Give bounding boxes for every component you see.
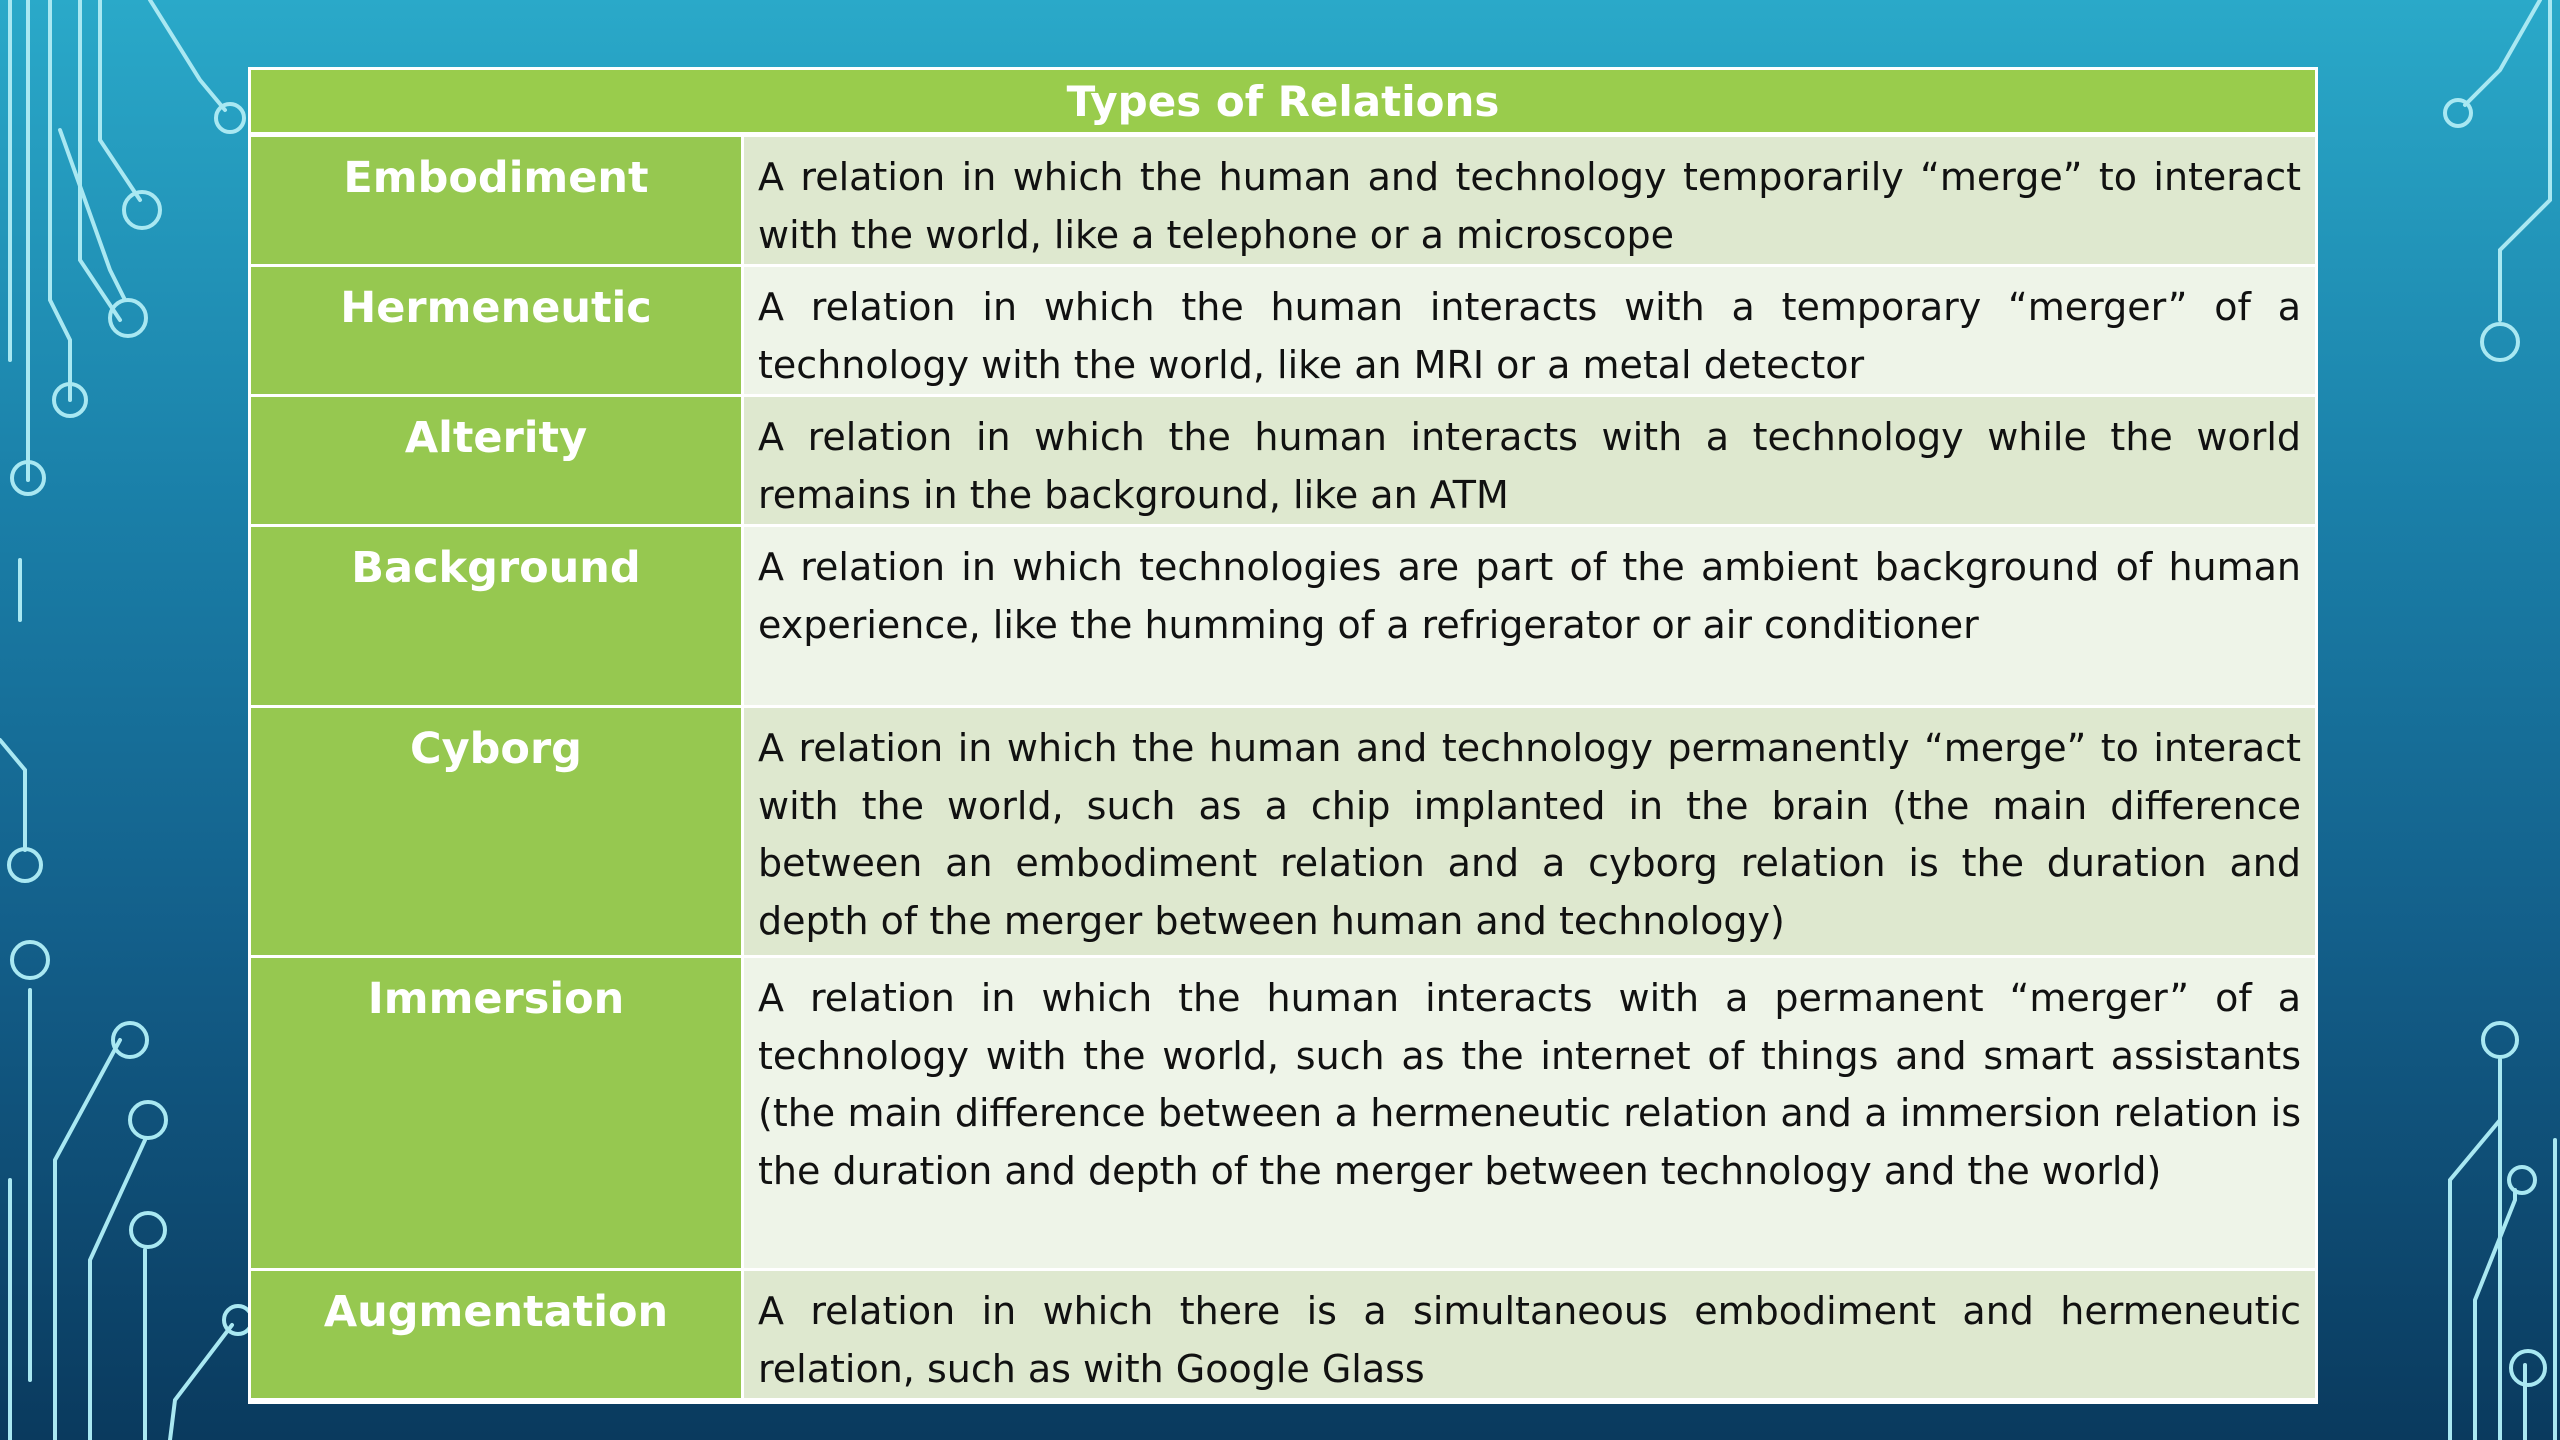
table-row-immersion	[251, 958, 2315, 1271]
table-row-embodiment	[251, 137, 2315, 267]
term-cell: Background	[251, 527, 744, 708]
circuit-decoration-left	[0, 0, 260, 1440]
term-cell: Immersion	[251, 958, 744, 1271]
description-cell: A relation in which the human interacts with a technology while the world remains in the background, like an ATM	[744, 397, 2315, 527]
description-cell: A relation in which technologies are part of the ambient background of human experience, like the humming of a refrigerator or air conditioner	[744, 527, 2315, 708]
relations-table	[248, 67, 2318, 1404]
term-cell: Cyborg	[251, 708, 744, 958]
description-cell: A relation in which the human and technology temporarily “merge” to interact with the world, like a telephone or a microscope	[744, 137, 2315, 267]
table-row-augmentation	[251, 1271, 2315, 1401]
table-row-hermeneutic	[251, 267, 2315, 397]
term-cell: Hermeneutic	[251, 267, 744, 397]
term-cell: Alterity	[251, 397, 744, 527]
table-row-alterity	[251, 397, 2315, 527]
description-cell: A relation in which the human and technology permanently “merge” to interact with the world, such as a chip implanted in the brain (the main difference between an embodiment relation and a cyborg relation is the duration and depth of the merger between human and technology)	[744, 708, 2315, 958]
description-cell: A relation in which the human interacts with a permanent “merger” of a technology with the world, such as the internet of things and smart assistants (the main difference between a hermeneutic relation and a immersion relation is the duration and depth of the merger between technology and the world)	[744, 958, 2315, 1271]
term-cell: Augmentation	[251, 1271, 744, 1401]
description-cell: A relation in which the human interacts with a temporary “merger” of a technology with the world, like an MRI or a metal detector	[744, 267, 2315, 397]
term-cell: Embodiment	[251, 137, 744, 267]
table-header-row	[251, 70, 2315, 137]
circuit-decoration-right	[2300, 0, 2560, 1440]
table-row-cyborg	[251, 708, 2315, 958]
table-title: Types of Relations	[251, 70, 2315, 137]
description-cell: A relation in which there is a simultaneous embodiment and hermeneutic relation, such as with Google Glass	[744, 1271, 2315, 1401]
table-row-background	[251, 527, 2315, 708]
